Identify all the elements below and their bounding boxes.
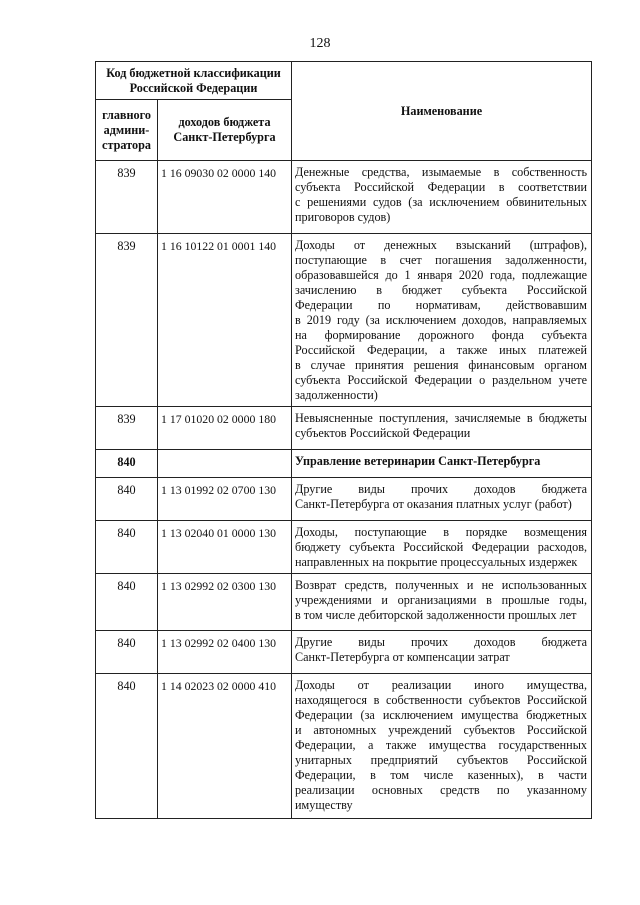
admin-code: 840 xyxy=(96,478,158,521)
page-number: 128 xyxy=(309,36,331,51)
admin-code: 840 xyxy=(96,631,158,674)
row-name xyxy=(292,521,592,574)
name-line: бюджету субъекта Российской Федерации расходов, xyxy=(295,540,587,554)
row-name xyxy=(292,478,592,521)
name-line: учреждениями и организациями в прошлые годы, xyxy=(295,593,587,607)
row-name xyxy=(292,407,592,450)
table-row xyxy=(96,574,592,631)
name-line: образовавшейся до 1 января 2020 года, подлежащие xyxy=(295,268,587,282)
name-line: Другие виды прочих доходов бюджета xyxy=(295,635,587,649)
row-name xyxy=(292,574,592,631)
name-line: Федерации, в том числе казенных), в части xyxy=(295,768,587,782)
admin-code: 840 xyxy=(96,521,158,574)
name-line: на формирование дорожного фонда субъекта xyxy=(295,328,587,342)
name-line: приговоров судов) xyxy=(295,210,391,224)
table-row xyxy=(96,234,592,407)
name-line: Доходы от реализации иного имущества, xyxy=(295,678,587,692)
name-line: Российской Федерации, а также иных платежей xyxy=(295,343,587,357)
admin-code: 840 xyxy=(96,674,158,819)
table-row xyxy=(96,450,592,478)
name-line: имуществу xyxy=(295,798,353,812)
name-line: Денежные средства, изымаемые в собственность xyxy=(295,165,587,179)
name-line: субъектов Российской Федерации xyxy=(295,426,471,440)
admin-code: 840 xyxy=(96,574,158,631)
income-code: 1 14 02023 02 0000 410 xyxy=(158,674,292,819)
admin-code: 839 xyxy=(96,161,158,234)
name-line: Федерации, а также имущества государственных xyxy=(295,738,587,752)
name-line: с решениями судов (за исключением обвинительных xyxy=(295,195,587,209)
name-line: Санкт-Петербурга от оказания платных услуг (работ) xyxy=(295,497,572,511)
name-line: Возврат средств, полученных и не использованных xyxy=(295,578,587,592)
name-line: Доходы, поступающие в порядке возмещения xyxy=(295,525,587,539)
admin-code: 840 xyxy=(96,450,158,478)
name-line: направленных на покрытие процессуальных издержек xyxy=(295,555,578,569)
table-row xyxy=(96,521,592,574)
header-name: Наименование xyxy=(292,62,592,161)
budget-classification-table xyxy=(95,61,592,819)
table-row xyxy=(96,478,592,521)
name-line: в случае принятия решения финансовым органом xyxy=(295,358,587,372)
table-row xyxy=(96,407,592,450)
income-code: 1 13 02040 01 0000 130 xyxy=(158,521,292,574)
admin-code: 839 xyxy=(96,407,158,450)
table-row xyxy=(96,161,592,234)
name-line: Другие виды прочих доходов бюджета xyxy=(295,482,587,496)
name-line: и автономных учреждений субъектов Российской xyxy=(295,723,587,737)
name-line: зачислению в бюджет субъекта Российской xyxy=(295,283,587,297)
row-name xyxy=(292,234,592,407)
row-name xyxy=(292,450,592,478)
name-line: находящегося в собственности субъектов Российской xyxy=(295,693,587,707)
header-admin: главного админи-стратора xyxy=(96,100,158,161)
income-code: 1 13 01992 02 0700 130 xyxy=(158,478,292,521)
header-group: Код бюджетной классификации Российской Федерации xyxy=(96,62,292,100)
name-line: Санкт-Петербурга от компенсации затрат xyxy=(295,650,510,664)
table-row xyxy=(96,631,592,674)
name-line: задолженности) xyxy=(295,388,378,402)
name-line: в 2019 году (за исключением доходов, направляемых xyxy=(295,313,587,327)
name-line: унитарных предприятий субъектов Российской xyxy=(295,753,587,767)
income-code: 1 13 02992 02 0300 130 xyxy=(158,574,292,631)
header-income: доходов бюджета Санкт-Петербурга xyxy=(158,100,292,161)
name-line: Федерации (за исключением имущества бюджетных xyxy=(295,708,587,722)
name-line: реализации основных средств по указанному xyxy=(295,783,587,797)
name-line: Управление ветеринарии Санкт-Петербурга xyxy=(295,454,541,468)
income-code: 1 17 01020 02 0000 180 xyxy=(158,407,292,450)
admin-code: 839 xyxy=(96,234,158,407)
income-code: 1 16 10122 01 0001 140 xyxy=(158,234,292,407)
name-line: Федерации по нормативам, действовавшим xyxy=(295,298,587,312)
name-line: субъекта Российской Федерации в соответствии xyxy=(295,180,587,194)
table-row xyxy=(96,674,592,819)
name-line: Невыясненные поступления, зачисляемые в бюджеты xyxy=(295,411,587,425)
income-code xyxy=(158,450,292,478)
income-code: 1 16 09030 02 0000 140 xyxy=(158,161,292,234)
name-line: в том числе дебиторской задолженности прошлых лет xyxy=(295,608,577,622)
row-name xyxy=(292,161,592,234)
name-line: субъекта Российской Федерации о раздельном учете xyxy=(295,373,587,387)
row-name xyxy=(292,674,592,819)
row-name xyxy=(292,631,592,674)
name-line: Доходы от денежных взысканий (штрафов), xyxy=(295,238,587,252)
income-code: 1 13 02992 02 0400 130 xyxy=(158,631,292,674)
name-line: поступающие в счет погашения задолженности, xyxy=(295,253,587,267)
